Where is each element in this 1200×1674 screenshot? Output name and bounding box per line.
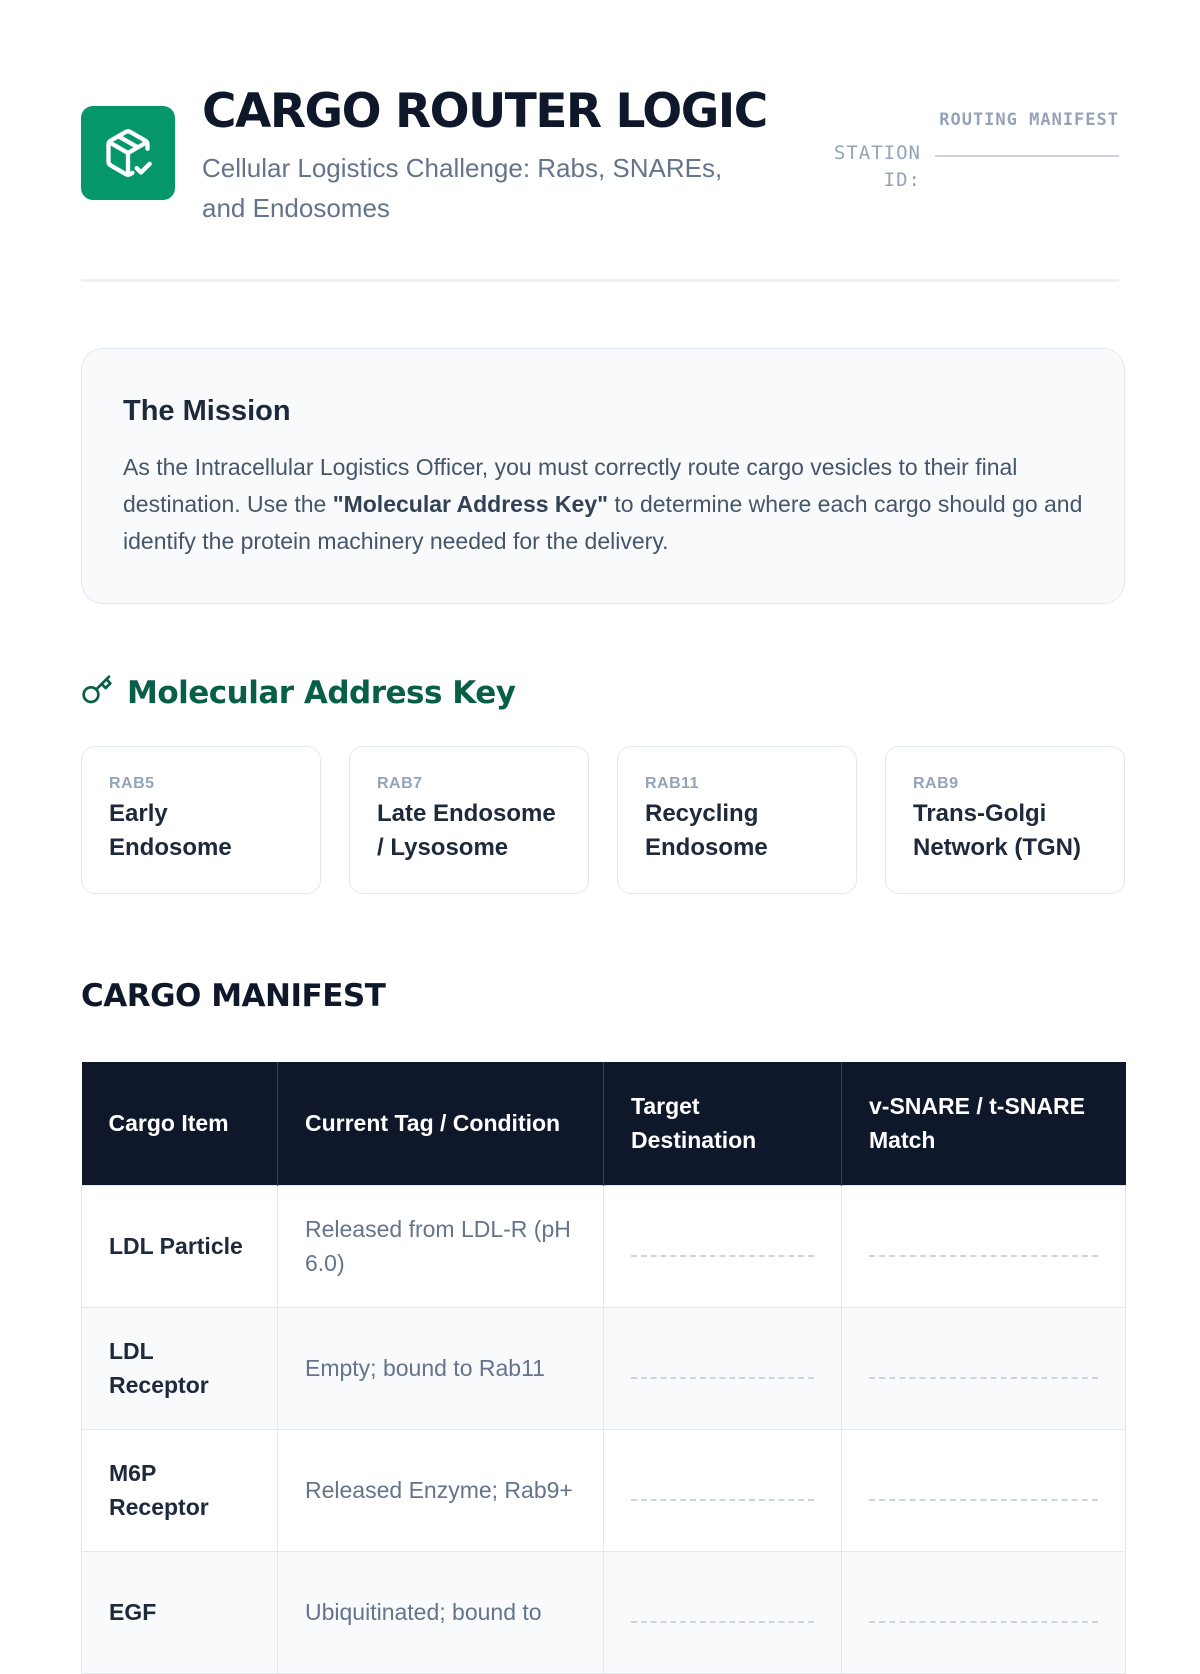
- cargo-manifest-table: [81, 1062, 1126, 1674]
- column-header-target-destination: Target Destination: [604, 1062, 842, 1185]
- snare-match-cell: [842, 1551, 1126, 1673]
- key-card-destination: Early Endosome: [109, 800, 232, 861]
- cargo-tag-cell: Released Enzyme; Rab9+: [278, 1429, 604, 1551]
- cargo-tag-cell: Empty; bound to Rab11: [278, 1307, 604, 1429]
- key-card-rab-label: RAB7: [377, 775, 423, 792]
- mission-heading: The Mission: [123, 395, 291, 427]
- snare-match-answer-field[interactable]: [869, 1499, 1098, 1501]
- target-destination-answer-field[interactable]: [631, 1621, 814, 1623]
- key-card-destination: Recycling Endosome: [645, 800, 768, 861]
- key-icon: [81, 674, 113, 711]
- key-card-rab-label: RAB11: [645, 775, 700, 792]
- column-header-current-tag: Current Tag / Condition: [278, 1062, 604, 1185]
- page-title: CARGO ROUTER LOGIC: [202, 84, 767, 139]
- snare-match-cell: [842, 1185, 1126, 1307]
- routing-manifest-block: [819, 110, 1119, 194]
- snare-match-answer-field[interactable]: [869, 1377, 1098, 1379]
- address-key-grid: [81, 746, 1125, 894]
- address-key-title: Molecular Address Key: [127, 674, 516, 711]
- target-destination-cell: [604, 1551, 842, 1673]
- target-destination-cell: [604, 1429, 842, 1551]
- key-card-rab5: [81, 746, 321, 894]
- target-destination-answer-field[interactable]: [631, 1499, 814, 1501]
- station-id-label: STATION ID:: [833, 142, 921, 191]
- snare-match-cell: [842, 1429, 1126, 1551]
- snare-match-answer-field[interactable]: [869, 1255, 1098, 1257]
- key-card-rab-label: RAB9: [913, 775, 959, 792]
- mission-text-start: As the Intracellular Logistics Officer, you must correctly route cargo vesicles to their final destination. Use the: [123, 454, 1018, 517]
- station-id-field[interactable]: [935, 155, 1119, 157]
- mission-text-end: to determine where each cargo should go and identify the protein machinery needed for the delivery.: [123, 491, 1083, 554]
- cargo-item-cell: M6P Receptor: [82, 1429, 278, 1551]
- cargo-item-cell: EGF: [82, 1551, 278, 1673]
- key-card-destination: Trans-Golgi Network (TGN): [913, 800, 1081, 861]
- snare-match-answer-field[interactable]: [869, 1621, 1098, 1623]
- table-row: [82, 1307, 1126, 1429]
- title-block: [202, 82, 802, 228]
- key-card-destination: Late Endosome / Lysosome: [377, 800, 556, 861]
- cargo-item-cell: LDL Receptor: [82, 1307, 278, 1429]
- key-card-rab-label: RAB5: [109, 775, 155, 792]
- mission-box: [81, 348, 1125, 604]
- column-header-snare-match: v-SNARE / t-SNARE Match: [842, 1062, 1126, 1185]
- key-card-rab9: [885, 746, 1125, 894]
- header: [81, 0, 1119, 282]
- cargo-item-cell: LDL Particle: [82, 1185, 278, 1307]
- column-header-cargo-item: Cargo Item: [82, 1062, 278, 1185]
- target-destination-answer-field[interactable]: [631, 1377, 814, 1379]
- table-row: [82, 1551, 1126, 1673]
- target-destination-answer-field[interactable]: [631, 1255, 814, 1257]
- target-destination-cell: [604, 1185, 842, 1307]
- station-id-row: [819, 140, 1119, 194]
- cargo-tag-cell: Ubiquitinated; bound to: [278, 1551, 604, 1673]
- key-card-rab7: [349, 746, 589, 894]
- routing-manifest-label: ROUTING MANIFEST: [939, 110, 1119, 130]
- package-check-icon: [81, 106, 175, 200]
- target-destination-cell: [604, 1307, 842, 1429]
- table-row: [82, 1429, 1126, 1551]
- address-key-heading: [81, 674, 515, 711]
- mission-text-emphasis: "Molecular Address Key": [332, 491, 609, 517]
- cargo-manifest-heading: CARGO MANIFEST: [81, 978, 386, 1014]
- key-card-rab11: [617, 746, 857, 894]
- table-header-row: [82, 1062, 1126, 1185]
- mission-text: [123, 449, 1083, 560]
- page-subtitle: Cellular Logistics Challenge: Rabs, SNAREs, and Endosomes: [202, 153, 723, 223]
- cargo-tag-cell: Released from LDL-R (pH 6.0): [278, 1185, 604, 1307]
- table-row: [82, 1185, 1126, 1307]
- snare-match-cell: [842, 1307, 1126, 1429]
